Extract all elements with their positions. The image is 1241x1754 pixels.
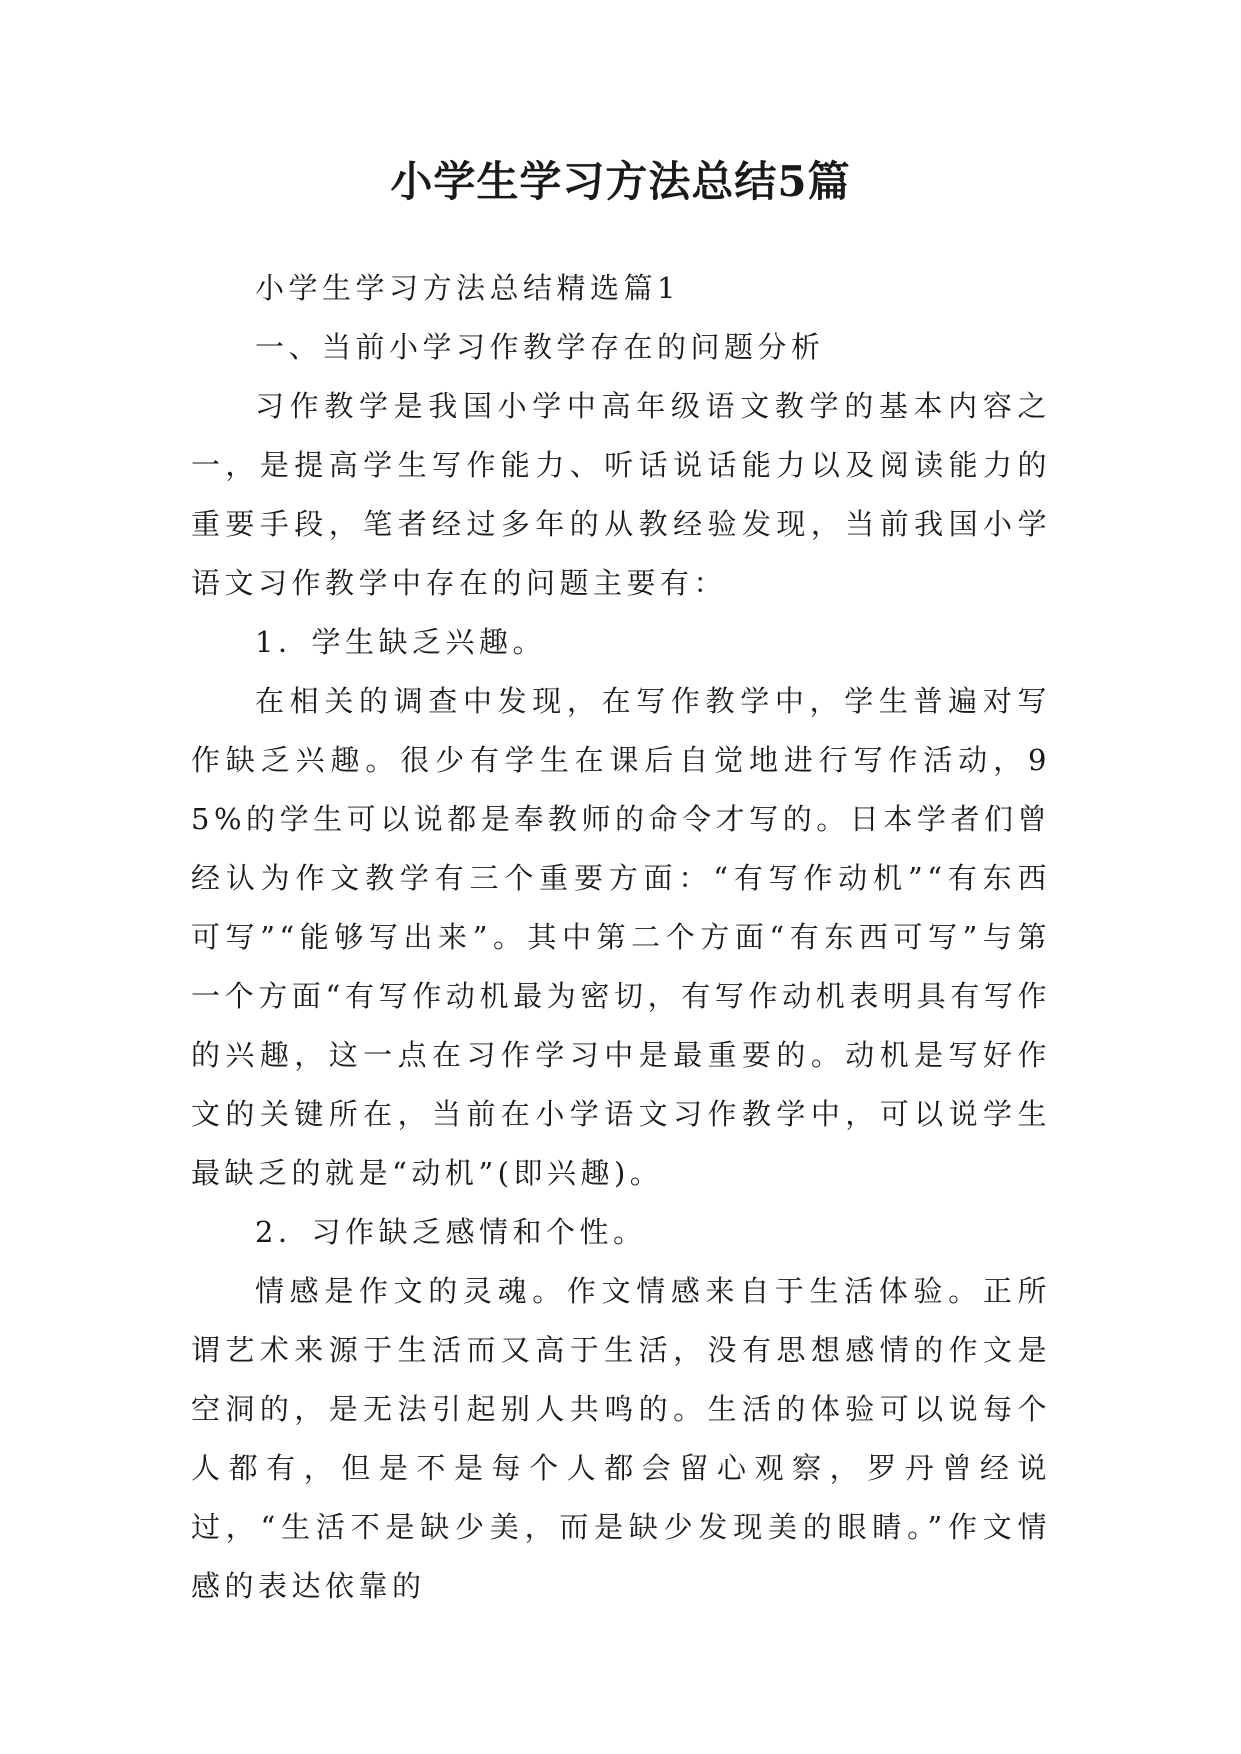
document-body xyxy=(191,259,1051,1616)
numbered-point: 1．学生缺乏兴趣。 xyxy=(255,625,546,659)
subsection-heading: 一、当前小学习作教学存在的问题分析 xyxy=(255,330,825,364)
body-paragraph: 在相关的调查中发现，在写作教学中，学生普遍对写作缺乏兴趣。很少有学生在课后自觉地进行写作活动，95%的学生可以说都是奉教师的命令才写的。日本学者们曾经认为作文教学有三个重要方面：“有写作动机”“有东西可写”“能够写出来”。其中第二个方面“有东西可写”与第一个方面“有写作动机最为密切，有写作动机表明具有写作的兴趣，这一点在习作学习中是最重要的。动机是写好作文的关键所在，当前在小学语文习作教学中，可以说学生最缺乏的就是“动机”(即兴趣)。 xyxy=(191,684,1051,1190)
body-paragraph: 情感是作文的灵魂。作文情感来自于生活体验。正所谓艺术来源于生活而又高于生活，没有思想感情的作文是空洞的，是无法引起别人共鸣的。生活的体验可以说每个人都有，但是不是每个人都会留心观察，罗丹曾经说过，“生活不是缺少美，而是缺少发现美的眼睛。”作文情感的表达依靠的 xyxy=(191,1274,1051,1603)
body-paragraph: 习作教学是我国小学中高年级语文教学的基本内容之一，是提高学生写作能力、听话说话能力以及阅读能力的重要手段，笔者经过多年的从教经验发现，当前我国小学语文习作教学中存在的问题主要有： xyxy=(191,389,1051,600)
section-heading: 小学生学习方法总结精选篇1 xyxy=(255,271,680,305)
numbered-point: 2．习作缺乏感情和个性。 xyxy=(255,1215,647,1249)
document-title: 小学生学习方法总结5篇 xyxy=(390,157,851,206)
